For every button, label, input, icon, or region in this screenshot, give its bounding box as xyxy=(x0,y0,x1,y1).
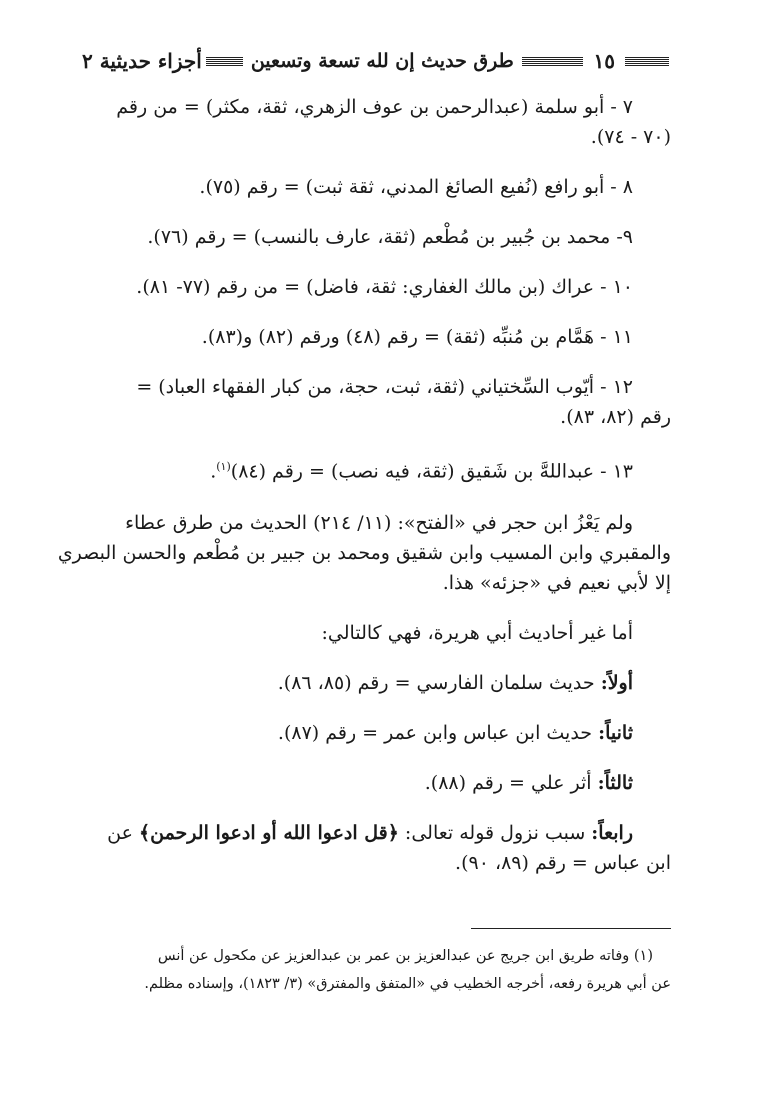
paragraph-line: والمقبري وابن المسيب وابن شقيق ومحمد بن جبير بن مُطْعم والحسن البصري xyxy=(57,542,671,565)
footnote-line: عن أبي هريرة رفعه، أخرجه الخطيب في «المتفق والمفترق» (٣/ ١٨٢٣)، وإسناده مظلم. xyxy=(144,976,671,992)
running-header xyxy=(82,44,673,78)
narrator-item-line: رقم (٨٢، ٨٣). xyxy=(560,406,671,428)
header-rule xyxy=(522,57,584,66)
book-title: أجزاء حديثية ٢ xyxy=(82,49,202,73)
list-text: أثر علي = رقم (٨٨). xyxy=(424,772,598,795)
narrator-item-text: ١٣ - عبداللهَّ بن شَقيق (ثقة، فيه نصب) = رقم (٨٤) xyxy=(230,460,633,483)
main-text xyxy=(57,86,671,878)
list-label: رابعاً: xyxy=(591,822,633,845)
item-end: . xyxy=(210,460,217,483)
list-text: عن xyxy=(107,822,139,845)
list-item xyxy=(80,818,671,878)
narrator-item: ٨ - أبو رافع (نُفيع الصائغ المدني، ثقة ثبت) = رقم (٧٥). xyxy=(199,176,633,198)
paragraph-line: إلا لأبي نعيم في «جزئه» هذا. xyxy=(442,572,671,595)
narrator-item xyxy=(80,452,671,486)
paragraph-line: ولم يَعْزُ ابن حجر في «الفتح»: (١١/ ٢١٤) الحديث من طرق عطاء xyxy=(125,512,633,535)
narrator-item: ٩- محمد بن جُبير بن مُطْعم (ثقة، عارف بالنسب) = رقم (٧٦). xyxy=(147,226,633,248)
list-label: ثالثاً: xyxy=(597,772,633,795)
header-rule xyxy=(625,57,669,66)
footnote-separator xyxy=(471,928,671,929)
quran-verse: ﴿قل ادعوا الله أو ادعوا الرحمن﴾ xyxy=(138,822,399,845)
list-item xyxy=(80,718,671,748)
list-label: ثانياً: xyxy=(598,722,633,745)
list-text: حديث سلمان الفارسي = رقم (٨٥، ٨٦). xyxy=(277,672,601,695)
list-label: أولاً: xyxy=(600,672,633,695)
narrator-item-line: ١٢ - أيّوب السِّختياني (ثقة، ثبت، حجة، من كبار الفقهاء العباد) = xyxy=(136,376,633,398)
intro-line: أما غير أحاديث أبي هريرة، فهي كالتالي: xyxy=(321,622,633,645)
list-text: حديث ابن عباس وابن عمر = رقم (٨٧). xyxy=(277,722,599,745)
narrator-item-line: (٧٠ - ٧٤). xyxy=(590,126,671,148)
narrator-item: ١١ - هَمَّام بن مُنبِّه (ثقة) = رقم (٤٨) ورقم (٨٢) و(٨٣). xyxy=(201,326,633,348)
list-line xyxy=(80,818,671,848)
narrator-item: ١٠ - عراك (بن مالك الغفاري: ثقة، فاضل) = من رقم (٧٧- ٨١). xyxy=(136,276,633,298)
narrator-item xyxy=(80,92,671,152)
narrator-item-line: ٧ - أبو سلمة (عبدالرحمن بن عوف الزهري، ثقة، مكثر) = من رقم xyxy=(116,96,633,118)
footnote-marker: (١) xyxy=(216,460,231,473)
list-item xyxy=(80,668,671,698)
list-line: ابن عباس = رقم (٨٩، ٩٠). xyxy=(455,852,671,875)
footnote xyxy=(82,942,671,998)
page-number: ١٥ xyxy=(593,49,615,73)
running-title: طرق حديث إن لله تسعة وتسعين xyxy=(250,50,514,72)
commentary-paragraph xyxy=(57,508,671,598)
list-item xyxy=(80,768,671,798)
header-rule xyxy=(206,57,243,66)
list-text: سبب نزول قوله تعالى: xyxy=(398,822,592,845)
footnote-line: (١) وفاته طريق ابن جريج عن عبدالعزيز بن عمر بن عبدالعزيز عن مكحول عن أنس xyxy=(157,948,653,964)
narrator-item xyxy=(80,372,671,432)
